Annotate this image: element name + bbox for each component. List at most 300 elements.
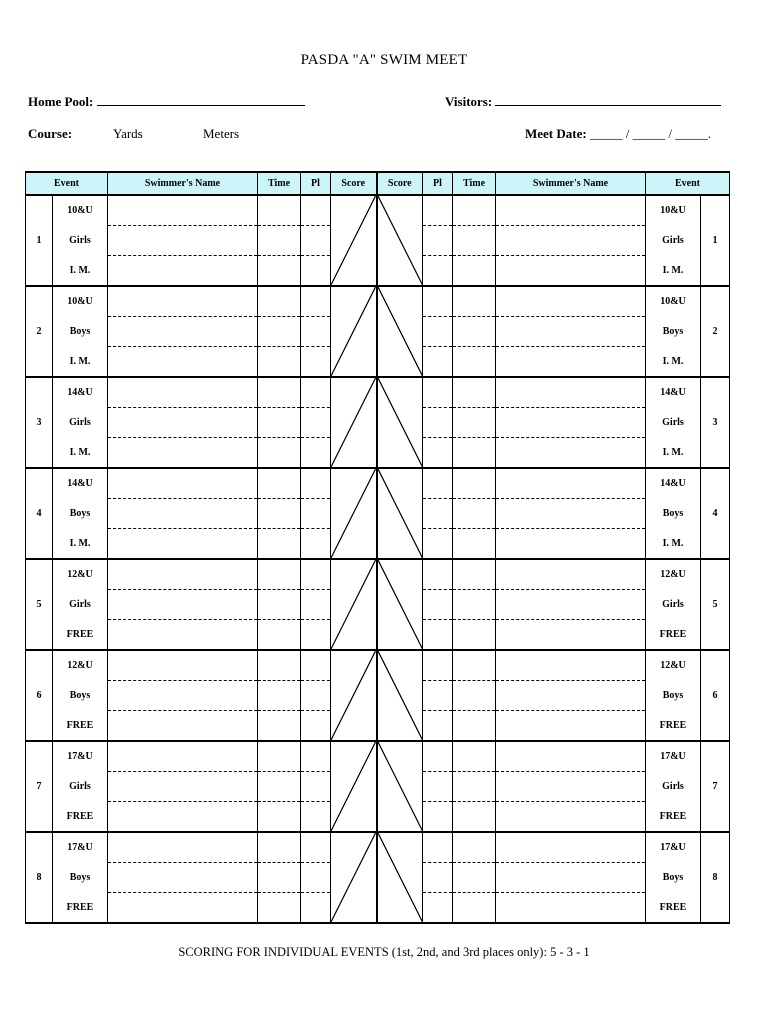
entry-line[interactable] [108,196,257,226]
entry-line[interactable] [258,469,300,499]
entry-line[interactable] [453,560,495,590]
event-age-left: 10&U [67,205,93,217]
entry-line[interactable] [496,347,645,376]
entry-line[interactable] [453,893,495,922]
event-stroke-right: FREE [659,901,687,913]
time-cell-right[interactable] [453,468,496,559]
swimmer-name-cell-right[interactable] [496,741,646,832]
entry-line[interactable] [423,833,452,863]
score-divider-right [378,742,423,831]
time-cell-right[interactable] [453,832,496,923]
place-cell-right[interactable] [423,468,453,559]
entry-line[interactable] [108,893,257,922]
place-cell-left[interactable] [301,377,331,468]
event-age-right: 17&U [660,842,686,854]
place-cell-right[interactable] [423,741,453,832]
event-desc-right [646,650,701,741]
course-label: Course: [28,126,73,141]
scoring-note: SCORING FOR INDIVIDUAL EVENTS (1st, 2nd, and 3rd places only): 5 - 3 - 1 [178,945,590,959]
entry-line[interactable] [423,742,452,772]
event-stroke-right: I. M. [662,355,684,367]
entry-line[interactable] [301,681,330,711]
entry-line[interactable] [423,681,452,711]
entry-line[interactable] [423,347,452,376]
entry-line[interactable] [423,196,452,226]
entry-line[interactable] [496,408,645,438]
entry-line[interactable] [258,590,300,620]
entry-line[interactable] [496,590,645,620]
event-stroke-right: FREE [659,719,687,731]
event-number-left: 3 [26,377,53,468]
event-stroke-left: FREE [66,810,94,822]
event-desc-right [646,377,701,468]
entry-line[interactable] [258,226,300,256]
swimmer-name-cell-left[interactable] [108,195,258,286]
entry-line[interactable] [301,620,330,649]
time-cell-right[interactable] [453,286,496,377]
place-cell-left[interactable] [301,286,331,377]
entry-line[interactable] [301,863,330,893]
entry-line[interactable] [301,560,330,590]
score-divider-left [331,651,376,740]
event-age-left: 14&U [67,387,93,399]
entry-line[interactable] [258,620,300,649]
event-desc-left [53,741,108,832]
time-cell-right[interactable] [453,741,496,832]
event-gender-right: Girls [662,234,684,246]
event-gender-right: Boys [662,325,684,337]
meet-date-row [525,126,711,142]
header-time-right: Time [453,172,496,195]
entry-line[interactable] [108,347,257,376]
entry-line[interactable] [301,802,330,831]
entry-line[interactable] [496,833,645,863]
score-cell-right[interactable] [377,559,423,650]
event-desc-right [646,741,701,832]
event-number-right: 1 [701,195,730,286]
place-cell-right[interactable] [423,286,453,377]
score-cell-left[interactable] [331,741,377,832]
entry-line[interactable] [423,651,452,681]
score-cell-left[interactable] [331,559,377,650]
swimmer-name-cell-right[interactable] [496,650,646,741]
event-row [26,650,730,741]
swimmer-name-cell-left[interactable] [108,559,258,650]
entry-line[interactable] [423,287,452,317]
header-event-right: Event [646,172,730,195]
entry-line[interactable] [108,560,257,590]
score-divider-right [378,560,423,649]
entry-line[interactable] [108,772,257,802]
entry-line[interactable] [423,408,452,438]
event-gender-left: Girls [69,416,91,428]
event-number-right: 8 [701,832,730,923]
entry-line[interactable] [108,863,257,893]
place-cell-right[interactable] [423,195,453,286]
time-cell-right[interactable] [453,377,496,468]
event-age-left: 10&U [67,296,93,308]
entry-line[interactable] [423,863,452,893]
time-cell-right[interactable] [453,650,496,741]
entry-line[interactable] [258,742,300,772]
event-age-right: 12&U [660,660,686,672]
entry-line[interactable] [301,438,330,467]
entry-line[interactable] [258,408,300,438]
event-age-right: 14&U [660,478,686,490]
entry-line[interactable] [258,802,300,831]
home-pool-label: Home Pool: [28,94,94,109]
event-stroke-left: I. M. [69,446,91,458]
score-divider-left [331,742,376,831]
score-cell-right[interactable] [377,195,423,286]
event-age-left: 12&U [67,569,93,581]
entry-line[interactable] [423,469,452,499]
score-cell-left[interactable] [331,195,377,286]
score-divider-left [331,560,376,649]
entry-line[interactable] [423,711,452,740]
event-desc-left [53,650,108,741]
place-cell-left[interactable] [301,559,331,650]
entry-line[interactable] [496,317,645,347]
time-cell-left[interactable] [258,741,301,832]
entry-line[interactable] [453,772,495,802]
entry-line[interactable] [453,620,495,649]
event-row [26,832,730,923]
place-cell-left[interactable] [301,832,331,923]
event-desc-left [53,559,108,650]
entry-line[interactable] [453,256,495,285]
event-age-left: 14&U [67,478,93,490]
score-cell-left[interactable] [331,377,377,468]
place-cell-right[interactable] [423,377,453,468]
entry-line[interactable] [108,529,257,558]
entry-line[interactable] [301,772,330,802]
entry-line[interactable] [423,590,452,620]
entry-line[interactable] [258,378,300,408]
entry-line[interactable] [301,711,330,740]
entry-line[interactable] [301,317,330,347]
entry-line[interactable] [108,742,257,772]
entry-line[interactable] [108,378,257,408]
entry-line[interactable] [301,893,330,922]
entry-line[interactable] [423,378,452,408]
entry-line[interactable] [496,196,645,226]
entry-line[interactable] [453,651,495,681]
score-cell-right[interactable] [377,832,423,923]
entry-line[interactable] [258,833,300,863]
entry-line[interactable] [108,226,257,256]
time-cell-right[interactable] [453,195,496,286]
entry-line[interactable] [453,347,495,376]
entry-line[interactable] [423,802,452,831]
event-gender-left: Girls [69,234,91,246]
course-option-meters[interactable]: Meters [203,126,240,141]
entry-line[interactable] [108,438,257,467]
entry-line[interactable] [423,499,452,529]
entry-line[interactable] [423,560,452,590]
entry-line[interactable] [108,651,257,681]
event-number-left: 7 [26,741,53,832]
entry-line[interactable] [301,651,330,681]
entry-line[interactable] [108,469,257,499]
entry-line[interactable] [496,499,645,529]
event-stroke-left: I. M. [69,537,91,549]
entry-line[interactable] [108,620,257,649]
time-cell-left[interactable] [258,650,301,741]
event-number-left: 1 [26,195,53,286]
entry-line[interactable] [108,408,257,438]
event-sheet-table [25,171,730,924]
event-gender-left: Girls [69,598,91,610]
course-row [28,126,72,142]
entry-line[interactable] [496,742,645,772]
swimmer-name-cell-right[interactable] [496,195,646,286]
entry-line[interactable] [301,256,330,285]
entry-line[interactable] [258,196,300,226]
meet-date-label: Meet Date: [525,126,587,141]
entry-line[interactable] [496,378,645,408]
swimmer-name-cell-left[interactable] [108,650,258,741]
entry-line[interactable] [453,681,495,711]
entry-line[interactable] [496,226,645,256]
course-option-yards[interactable]: Yards [113,126,143,141]
visitors-field[interactable] [495,93,721,106]
entry-line[interactable] [258,560,300,590]
event-number-right: 7 [701,741,730,832]
score-cell-left[interactable] [331,832,377,923]
entry-line[interactable] [496,802,645,831]
entry-line[interactable] [258,438,300,467]
event-gender-right: Girls [662,598,684,610]
event-stroke-left: FREE [66,719,94,731]
entry-line[interactable] [258,893,300,922]
entry-line[interactable] [496,620,645,649]
event-age-right: 12&U [660,569,686,581]
entry-line[interactable] [108,499,257,529]
entry-line[interactable] [496,560,645,590]
score-divider-right [378,196,423,285]
place-cell-right[interactable] [423,559,453,650]
entry-line[interactable] [258,287,300,317]
entry-line[interactable] [108,256,257,285]
entry-line[interactable] [453,802,495,831]
entry-line[interactable] [301,347,330,376]
entry-line[interactable] [496,256,645,285]
score-cell-right[interactable] [377,741,423,832]
event-stroke-left: FREE [66,628,94,640]
swimmer-name-cell-left[interactable] [108,832,258,923]
entry-line[interactable] [453,378,495,408]
place-cell-right[interactable] [423,650,453,741]
entry-line[interactable] [108,833,257,863]
entry-line[interactable] [258,317,300,347]
entry-line[interactable] [453,833,495,863]
place-cell-left[interactable] [301,741,331,832]
entry-line[interactable] [453,590,495,620]
event-desc-left [53,377,108,468]
swimmer-name-cell-right[interactable] [496,377,646,468]
entry-line[interactable] [258,863,300,893]
entry-line[interactable] [301,590,330,620]
score-cell-right[interactable] [377,377,423,468]
time-cell-right[interactable] [453,559,496,650]
entry-line[interactable] [453,317,495,347]
entry-line[interactable] [258,529,300,558]
place-cell-right[interactable] [423,832,453,923]
home-pool-field[interactable] [97,93,305,106]
entry-line[interactable] [496,681,645,711]
entry-line[interactable] [496,711,645,740]
event-age-left: 17&U [67,842,93,854]
score-cell-right[interactable] [377,650,423,741]
entry-line[interactable] [423,772,452,802]
header-score-left: Score [331,172,377,195]
event-gender-left: Boys [69,325,91,337]
entry-line[interactable] [453,408,495,438]
swimmer-name-cell-left[interactable] [108,377,258,468]
event-desc-left [53,832,108,923]
swimmer-name-cell-right[interactable] [496,286,646,377]
time-cell-left[interactable] [258,559,301,650]
entry-line[interactable] [108,287,257,317]
page-title: PASDA "A" SWIM MEET [300,52,468,68]
place-cell-left[interactable] [301,195,331,286]
score-divider-left [331,469,376,558]
score-cell-right[interactable] [377,286,423,377]
event-row [26,468,730,559]
entry-line[interactable] [496,438,645,467]
place-cell-left[interactable] [301,468,331,559]
event-gender-right: Boys [662,871,684,883]
header-time-left: Time [258,172,301,195]
entry-line[interactable] [453,469,495,499]
entry-line[interactable] [301,742,330,772]
entry-line[interactable] [423,256,452,285]
entry-line[interactable] [258,772,300,802]
score-divider-left [331,196,376,285]
entry-line[interactable] [258,711,300,740]
swimmer-name-cell-left[interactable] [108,741,258,832]
entry-line[interactable] [496,772,645,802]
entry-line[interactable] [301,529,330,558]
event-age-left: 12&U [67,660,93,672]
entry-line[interactable] [258,651,300,681]
event-stroke-right: I. M. [662,446,684,458]
entry-line[interactable] [496,863,645,893]
entry-line[interactable] [423,893,452,922]
swimmer-name-cell-right[interactable] [496,559,646,650]
entry-line[interactable] [108,711,257,740]
entry-line[interactable] [496,651,645,681]
event-stroke-right: I. M. [662,537,684,549]
entry-line[interactable] [453,529,495,558]
score-cell-left[interactable] [331,286,377,377]
event-desc-right [646,832,701,923]
score-divider-left [331,833,376,922]
visitors-row [445,93,721,110]
event-desc-right [646,286,701,377]
entry-line[interactable] [301,408,330,438]
entry-line[interactable] [301,196,330,226]
entry-line[interactable] [258,499,300,529]
event-stroke-left: FREE [66,901,94,913]
entry-line[interactable] [423,529,452,558]
entry-line[interactable] [108,317,257,347]
entry-line[interactable] [301,469,330,499]
event-desc-right [646,195,701,286]
place-cell-left[interactable] [301,650,331,741]
entry-line[interactable] [301,378,330,408]
event-age-right: 17&U [660,751,686,763]
event-row [26,195,730,286]
event-gender-right: Boys [662,507,684,519]
entry-line[interactable] [453,863,495,893]
entry-line[interactable] [453,226,495,256]
event-age-right: 14&U [660,387,686,399]
entry-line[interactable] [496,469,645,499]
time-cell-left[interactable] [258,195,301,286]
swimmer-name-cell-right[interactable] [496,468,646,559]
event-row [26,286,730,377]
entry-line[interactable] [423,620,452,649]
visitors-label: Visitors: [445,94,493,109]
score-cell-left[interactable] [331,468,377,559]
swimmer-name-cell-left[interactable] [108,286,258,377]
entry-line[interactable] [108,802,257,831]
meet-date-field[interactable]: _____ / _____ / _____. [589,126,711,141]
entry-line[interactable] [301,833,330,863]
time-cell-left[interactable] [258,832,301,923]
entry-line[interactable] [496,529,645,558]
event-row [26,377,730,468]
swimmer-name-cell-right[interactable] [496,832,646,923]
entry-line[interactable] [258,256,300,285]
entry-line[interactable] [453,499,495,529]
swimmer-name-cell-left[interactable] [108,468,258,559]
entry-line[interactable] [453,287,495,317]
entry-line[interactable] [453,742,495,772]
entry-line[interactable] [496,287,645,317]
entry-line[interactable] [453,196,495,226]
time-cell-left[interactable] [258,286,301,377]
entry-line[interactable] [258,347,300,376]
entry-line[interactable] [423,226,452,256]
event-stroke-right: I. M. [662,264,684,276]
entry-line[interactable] [108,681,257,711]
event-number-right: 5 [701,559,730,650]
time-cell-left[interactable] [258,377,301,468]
entry-line[interactable] [496,893,645,922]
event-age-right: 10&U [660,205,686,217]
entry-line[interactable] [258,681,300,711]
event-stroke-right: FREE [659,810,687,822]
entry-line[interactable] [301,226,330,256]
entry-line[interactable] [453,438,495,467]
entry-line[interactable] [301,287,330,317]
event-number-left: 4 [26,468,53,559]
score-cell-left[interactable] [331,650,377,741]
entry-line[interactable] [423,438,452,467]
score-cell-right[interactable] [377,468,423,559]
header-place-right: Pl [423,172,453,195]
entry-line[interactable] [453,711,495,740]
score-divider-right [378,651,423,740]
entry-line[interactable] [423,317,452,347]
header-name-left: Swimmer's Name [108,172,258,195]
entry-line[interactable] [108,590,257,620]
time-cell-left[interactable] [258,468,301,559]
entry-line[interactable] [301,499,330,529]
